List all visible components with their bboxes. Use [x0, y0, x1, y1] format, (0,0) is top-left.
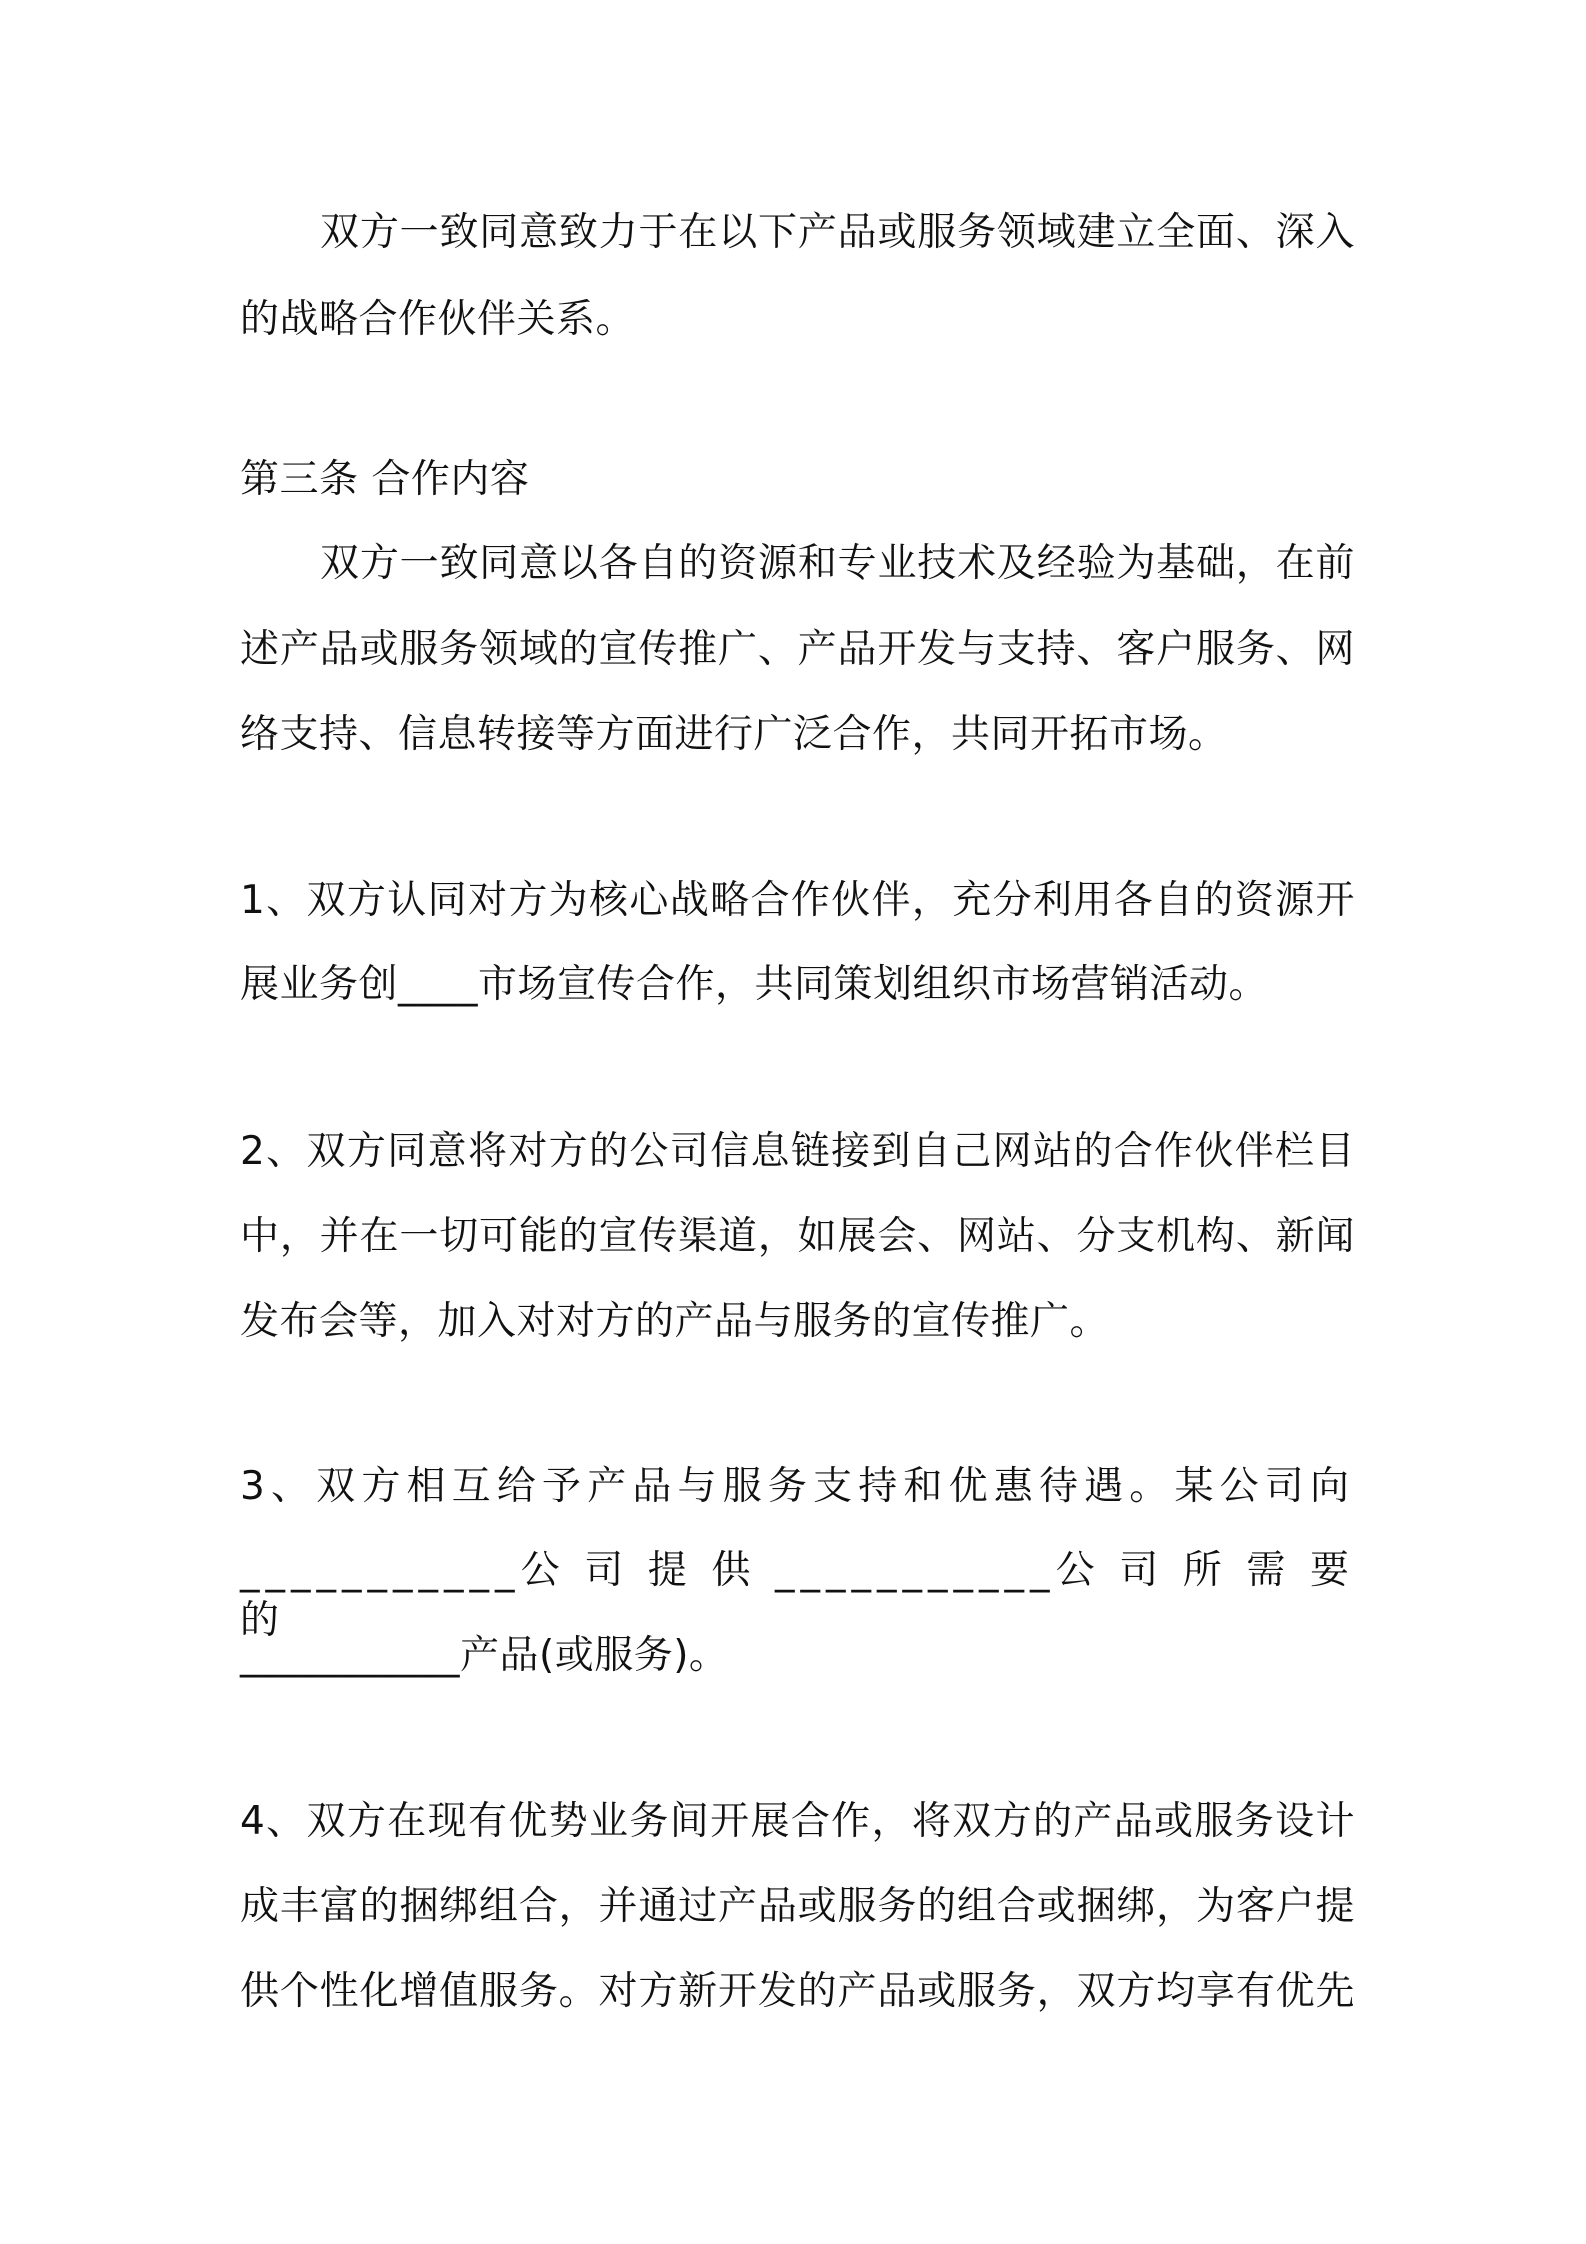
- list-item-line: 发布会等，加入对对方的产品与服务的宣传推广。: [240, 1299, 1110, 1344]
- paragraph-line: 的战略合作伙伴关系。: [240, 297, 636, 342]
- list-item-line: 展业务创____市场宣传合作，共同策划组织市场营销活动。: [240, 962, 1269, 1007]
- list-item-line: 3、双方相互给予产品与服务支持和优惠待遇。某公司向: [240, 1464, 1355, 1509]
- list-item-line: 2、双方同意将对方的公司信息链接到自己网站的合作伙伴栏目: [240, 1129, 1355, 1174]
- paragraph-line: 述产品或服务领域的宣传推广、产品开发与支持、客户服务、网: [240, 627, 1355, 672]
- list-item-line: ___________产品(或服务)。: [240, 1633, 729, 1678]
- list-item-line: 1、双方认同对方为核心战略合作伙伴，充分利用各自的资源开: [240, 878, 1355, 923]
- list-item-line: 中，并在一切可能的宣传渠道，如展会、网站、分支机构、新闻: [240, 1214, 1355, 1259]
- list-item-line: 4、双方在现有优势业务间开展合作，将双方的产品或服务设计: [240, 1799, 1355, 1844]
- section-heading: 第三条 合作内容: [240, 457, 530, 502]
- paragraph-line: 络支持、信息转接等方面进行广泛合作，共同开拓市场。: [240, 712, 1228, 757]
- list-item-line: 供个性化增值服务。对方新开发的产品或服务，双方均享有优先: [240, 1969, 1355, 2014]
- list-item-line: ___________公 司 提 供 ___________公 司 所 需 要 的: [240, 1548, 1355, 1643]
- paragraph-line: 双方一致同意以各自的资源和专业技术及经验为基础，在前: [320, 541, 1355, 586]
- paragraph-line: 双方一致同意致力于在以下产品或服务领域建立全面、深入: [320, 210, 1355, 255]
- list-item-line: 成丰富的捆绑组合，并通过产品或服务的组合或捆绑，为客户提: [240, 1884, 1355, 1929]
